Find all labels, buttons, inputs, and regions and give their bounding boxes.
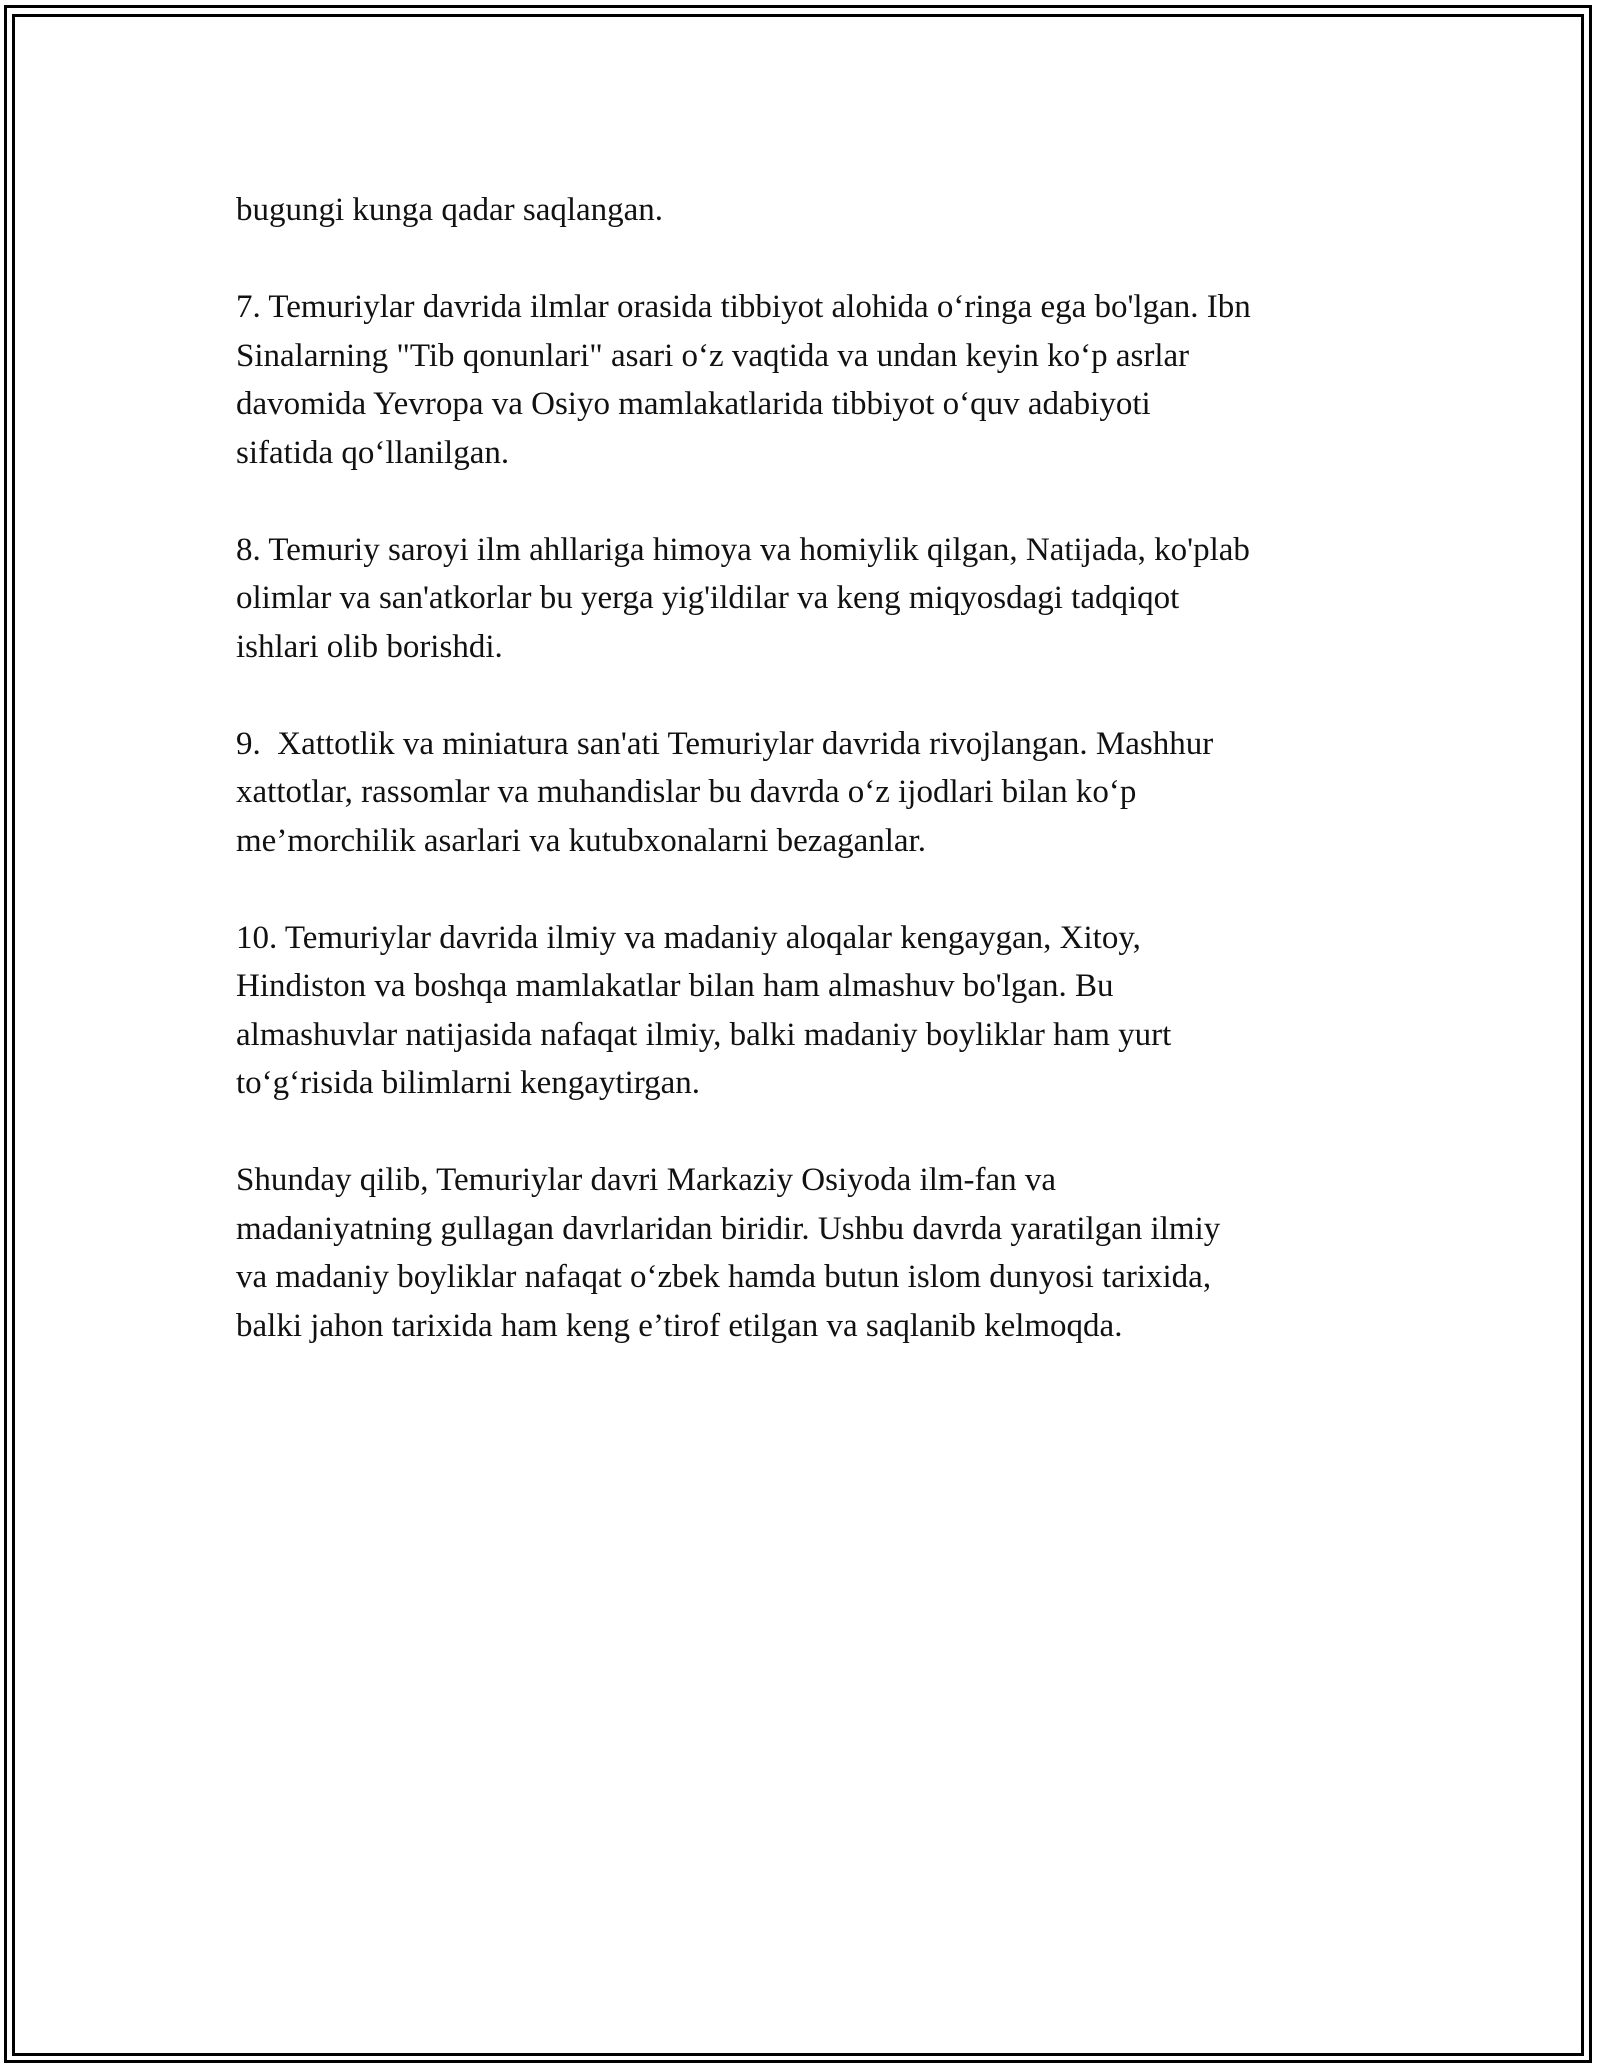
paragraph-continuation (236, 186, 1396, 235)
paragraph-conclusion (236, 1156, 1396, 1350)
text-line: olimlar va san'atkorlar bu yerga yig'ildilar va keng miqyosdagi tadqiqot (236, 580, 1180, 616)
text-line: 9. Xattotlik va miniatura san'ati Temuriylar davrida rivojlangan. Mashhur (236, 725, 1214, 762)
text-line: madaniyatning gullagan davrlaridan biridir. Ushbu davrda yaratilgan ilmiy (236, 1210, 1221, 1247)
text-line: 8. Temuriy saroyi ilm ahllariga himoya va homiylik qilgan, Natijada, ko'plab (236, 531, 1250, 568)
text-line: Sinalarning "Tib qonunlari" asari o‘z vaqtida va undan keyin ko‘p asrlar (236, 337, 1190, 374)
paragraph-item-10 (236, 914, 1396, 1108)
text-line: sifatida qo‘llanilgan. (236, 434, 510, 471)
text-line: 10. Temuriylar davrida ilmiy va madaniy aloqalar kengaygan, Xitoy, (236, 919, 1141, 956)
text-line: Hindiston va boshqa mamlakatlar bilan ham almashuv bo'lgan. Bu (236, 968, 1114, 1004)
paragraph-item-9 (236, 720, 1396, 866)
text-line: davomida Yevropa va Osiyo mamlakatlarida tibbiyot o‘quv adabiyoti (236, 386, 1151, 422)
text-line: to‘g‘risida bilimlarni kengaytirgan. (236, 1065, 701, 1101)
text-line: almashuvlar natijasida nafaqat ilmiy, balki madaniy boyliklar ham yurt (236, 1016, 1172, 1053)
text-line: ishlari olib borishdi. (236, 628, 503, 665)
text-line: balki jahon tarixida ham keng e’tirof etilgan va saqlanib kelmoqda. (236, 1307, 1123, 1344)
text-line: Shunday qilib, Temuriylar davri Markaziy Osiyoda ilm-fan va (236, 1162, 1057, 1198)
document-body (236, 186, 1396, 1399)
text-line: va madaniy boyliklar nafaqat o‘zbek hamda butun islom dunyosi tarixida, (236, 1259, 1212, 1295)
text-line: bugungi kunga qadar saqlangan. (236, 192, 664, 228)
text-line: xattotlar, rassomlar va muhandislar bu davrda o‘z ijodlari bilan ko‘p (236, 774, 1137, 810)
text-line: 7. Temuriylar davrida ilmlar orasida tibbiyot alohida o‘ringa ega bo'lgan. Ibn (236, 289, 1251, 325)
paragraph-item-7 (236, 283, 1396, 477)
paragraph-item-8 (236, 526, 1396, 672)
text-line: me’morchilik asarlari va kutubxonalarni bezaganlar. (236, 822, 926, 859)
